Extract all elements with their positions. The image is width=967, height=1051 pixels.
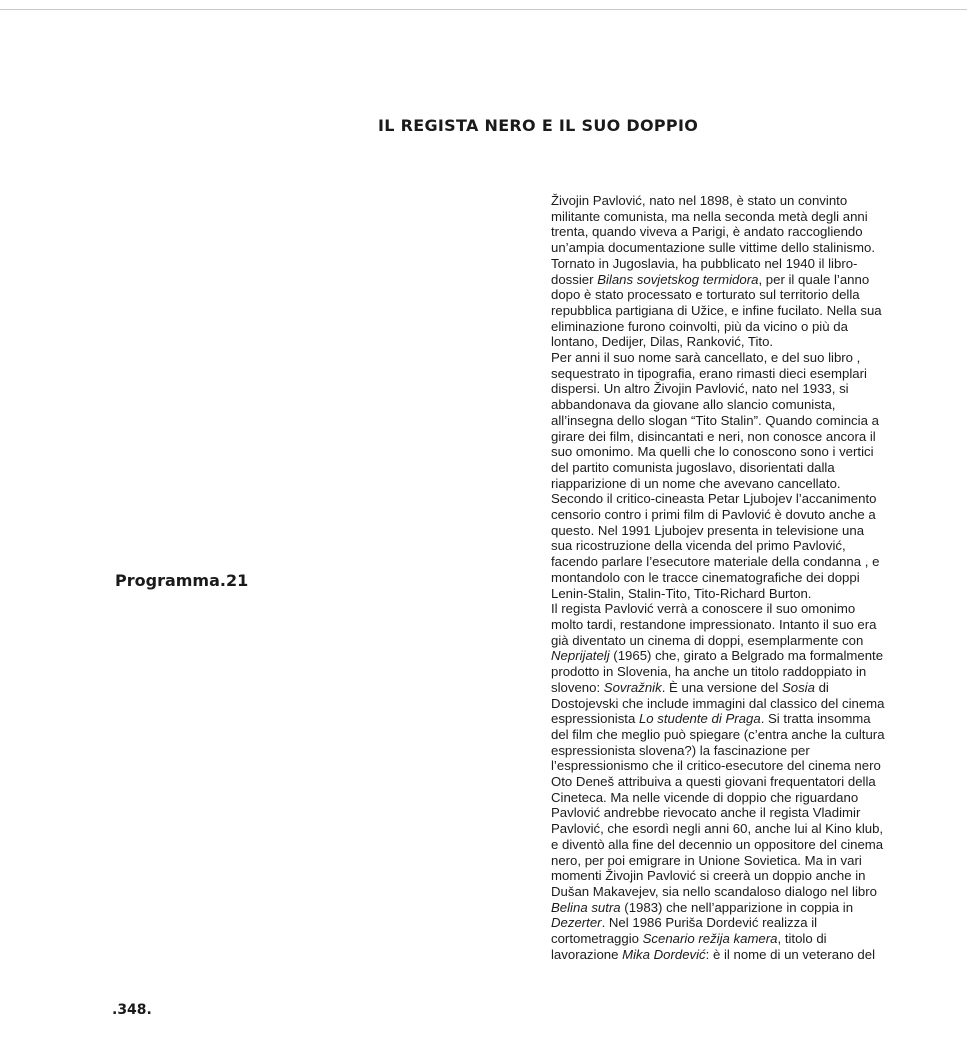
text-line xyxy=(551,460,951,476)
italic-title: Mika Dordević xyxy=(622,946,706,962)
text-segment: (1965) che, girato a Belgrado ma formalmente xyxy=(609,648,884,664)
text-line xyxy=(551,601,951,617)
text-line xyxy=(551,209,951,225)
text-segment: sua ricostruzione della vicenda del primo Pavlović, xyxy=(551,538,846,554)
text-segment: Cineteca. Ma nelle vicende di doppio che riguardano xyxy=(551,789,859,805)
text-segment: sequestrato in tipografia, erano rimasti dieci esemplari xyxy=(551,365,867,381)
italic-title: Sovražnik xyxy=(603,679,662,695)
text-line xyxy=(551,554,951,570)
text-segment: prodotto in Slovenia, ha anche un titolo raddoppiato in xyxy=(551,664,867,680)
text-line xyxy=(551,947,951,963)
text-line xyxy=(551,523,951,539)
text-line xyxy=(551,366,951,382)
text-line xyxy=(551,633,951,649)
text-segment: , per il quale l’anno xyxy=(758,271,870,287)
section-label: Programma.21 xyxy=(115,571,249,590)
text-line xyxy=(551,853,951,869)
text-line xyxy=(551,240,951,256)
text-line xyxy=(551,272,951,288)
text-line xyxy=(551,837,951,853)
text-segment: dossier xyxy=(551,271,598,287)
text-segment: Oto Deneš attribuiva a questi giovani frequentatori della xyxy=(551,774,876,790)
text-line xyxy=(551,224,951,240)
text-segment: l’espressionismo che il critico-esecutore del cinema nero xyxy=(551,758,881,774)
text-line xyxy=(551,711,951,727)
text-segment: e diventò alla fine del decennio un oppositore del cinema xyxy=(551,836,884,852)
text-line xyxy=(551,617,951,633)
text-segment: riapparizione di un nome che avevano cancellato. xyxy=(551,475,841,491)
text-line xyxy=(551,884,951,900)
text-segment: espressionista slovena?) la fascinazione per xyxy=(551,742,810,758)
text-segment: Il regista Pavlović verrà a conoscere il suo omonimo xyxy=(551,601,856,617)
text-segment: Živojin Pavlović, nato nel 1898, è stato un convinto xyxy=(551,193,848,208)
text-segment: abbandonava da giovane allo slancio comunista, xyxy=(551,397,836,413)
text-segment: del film che meglio può spiegare (c’entra anche la cultura xyxy=(551,726,885,742)
text-segment: sloveno: xyxy=(551,679,604,695)
text-segment: : è il nome di un veterano del xyxy=(705,946,876,962)
text-line xyxy=(551,256,951,272)
text-segment: Tornato in Jugoslavia, ha pubblicato nel 1940 il libro- xyxy=(551,255,858,271)
text-line xyxy=(551,350,951,366)
text-segment: Per anni il suo nome sarà cancellato, e del suo libro , xyxy=(551,350,861,366)
text-segment: militante comunista, ma nella seconda metà degli anni xyxy=(551,208,868,224)
text-segment: momenti Živojin Pavlović si creerà un doppio anche in xyxy=(551,868,866,884)
text-segment: girare dei film, disincantati e neri, non conosce ancora il xyxy=(551,428,876,444)
text-segment: lontano, Dedijer, Dilas, Ranković, Tito. xyxy=(551,334,774,350)
text-segment: nero, per poi emigrare in Unione Sovietica. Ma in vari xyxy=(551,852,862,868)
italic-title: Bilans sovjetskog termidora xyxy=(597,271,759,287)
text-segment: . Nel 1986 Puriša Dordević realizza il xyxy=(601,915,818,931)
text-segment: . Si tratta insomma xyxy=(760,711,871,727)
text-segment: montandolo con le tracce cinematografiche dei doppi xyxy=(551,569,860,585)
text-segment: , titolo di xyxy=(777,931,827,947)
text-line xyxy=(551,727,951,743)
text-line xyxy=(551,790,951,806)
text-line xyxy=(551,413,951,429)
text-segment: dopo è stato processato e torturato sul territorio della xyxy=(551,287,860,303)
text-line xyxy=(551,381,951,397)
text-line xyxy=(551,397,951,413)
text-segment: Lenin-Stalin, Stalin-Tito, Tito-Richard Burton. xyxy=(551,585,812,601)
text-segment: . È una versione del xyxy=(661,679,782,695)
text-line xyxy=(551,507,951,523)
text-line xyxy=(551,774,951,790)
text-line xyxy=(551,931,951,947)
article-body xyxy=(551,193,951,962)
text-line xyxy=(551,743,951,759)
text-line xyxy=(551,648,951,664)
text-line xyxy=(551,538,951,554)
page-title: IL REGISTA NERO E IL SUO DOPPIO xyxy=(378,116,699,135)
text-line xyxy=(551,868,951,884)
text-line xyxy=(551,491,951,507)
top-rule xyxy=(0,9,967,10)
italic-title: Dezerter xyxy=(551,915,602,931)
text-segment: di xyxy=(814,679,829,695)
text-segment: eliminazione furono coinvolti, più da vicino o più da xyxy=(551,318,848,334)
page-number: .348. xyxy=(112,1002,152,1018)
text-segment: molto tardi, restandone impressionato. Intanto il suo era xyxy=(551,616,877,632)
text-line xyxy=(551,805,951,821)
text-segment: trenta, quando viveva a Parigi, è andato raccogliendo xyxy=(551,224,863,240)
text-line xyxy=(551,680,951,696)
text-segment: del partito comunista jugoslavo, disorientati dalla xyxy=(551,459,835,475)
text-line xyxy=(551,570,951,586)
italic-title: Neprijatelj xyxy=(551,648,610,664)
text-line xyxy=(551,444,951,460)
text-line xyxy=(551,303,951,319)
text-segment: all’insegna dello slogan “Tito Stalin”. Quando comincia a xyxy=(551,412,879,428)
text-segment: Dušan Makavejev, sia nello scandaloso dialogo nel libro xyxy=(551,883,877,899)
italic-title: Sosia xyxy=(781,679,815,695)
italic-title: Scenario režija kamera xyxy=(642,931,778,947)
text-line xyxy=(551,664,951,680)
text-segment: repubblica partigiana di Užice, e infine fucilato. Nella sua xyxy=(551,302,882,318)
text-segment: un’ampia documentazione sulle vittime dello stalinismo. xyxy=(551,240,875,256)
text-line xyxy=(551,586,951,602)
text-line xyxy=(551,821,951,837)
italic-title: Lo studente di Praga xyxy=(638,711,761,727)
text-line xyxy=(551,758,951,774)
text-line xyxy=(551,476,951,492)
text-line xyxy=(551,915,951,931)
text-line xyxy=(551,900,951,916)
text-line xyxy=(551,429,951,445)
text-segment: espressionista xyxy=(551,711,639,727)
text-segment: (1983) che nell’apparizione in coppia in xyxy=(620,899,854,915)
text-line xyxy=(551,193,951,209)
text-segment: questo. Nel 1991 Ljubojev presenta in televisione una xyxy=(551,522,865,538)
text-segment: suo omonimo. Ma quelli che lo conoscono sono i vertici xyxy=(551,444,874,460)
text-line xyxy=(551,319,951,335)
text-segment: già diventato un cinema di doppi, esemplarmente con xyxy=(551,632,864,648)
italic-title: Belina sutra xyxy=(551,899,621,915)
text-segment: Secondo il critico-cineasta Petar Ljubojev l’accanimento xyxy=(551,491,877,507)
text-segment: Pavlović andrebbe rievocato anche il regista Vladimir xyxy=(551,805,861,821)
text-segment: Pavlović, che esordì negli anni 60, anche lui al Kino klub, xyxy=(551,821,884,837)
text-segment: lavorazione xyxy=(551,946,623,962)
text-segment: Dostojevski che include immagini dal classico del cinema xyxy=(551,695,885,711)
text-line xyxy=(551,696,951,712)
text-segment: cortometraggio xyxy=(551,931,643,947)
text-line xyxy=(551,334,951,350)
text-segment: dispersi. Un altro Živojin Pavlović, nato nel 1933, si xyxy=(551,381,849,397)
text-line xyxy=(551,287,951,303)
text-segment: censorio contro i primi film di Pavlović è dovuto anche a xyxy=(551,507,876,523)
text-segment: facendo parlare l’esecutore materiale della condanna , e xyxy=(551,554,880,570)
